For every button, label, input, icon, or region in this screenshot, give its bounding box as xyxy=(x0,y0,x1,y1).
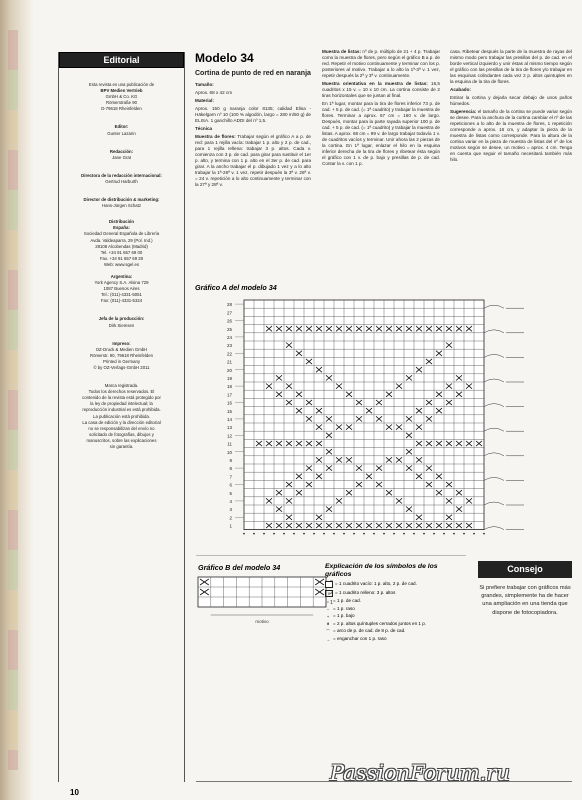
row-label: 2 xyxy=(330,590,333,596)
bottom-stitch xyxy=(483,533,485,535)
legend-row xyxy=(325,606,453,612)
staff-label: Editor: xyxy=(114,124,129,130)
row-label: 8 xyxy=(229,466,232,472)
edge-arc xyxy=(484,502,504,505)
bottom-stitch xyxy=(243,533,245,535)
legend-row xyxy=(325,590,453,597)
instruction-paragraph xyxy=(195,90,311,96)
legal-line: Todos los derechos reservados. El xyxy=(88,389,155,395)
legend-symbol: X xyxy=(325,590,333,597)
edge-arc xyxy=(484,477,504,480)
legend-row xyxy=(325,636,453,642)
bottom-stitch xyxy=(423,533,425,535)
legend-text: = 1 cuadrito relleno: 3 p. altos xyxy=(335,589,396,595)
legal-line: sin garantía. xyxy=(109,444,134,450)
legend-text: = enganchar con 1 p. raso xyxy=(333,635,387,641)
edge-arc xyxy=(484,354,504,357)
legal-notice xyxy=(62,383,181,450)
bottom-stitch xyxy=(353,533,355,535)
legend-text: = 2 p. altos quíntuples cerrados juntos en 1 p. xyxy=(333,620,427,626)
staff-value: Jane Grat xyxy=(112,154,131,160)
row-label: 9 xyxy=(229,457,232,463)
legend-symbol: ⋔ xyxy=(326,621,330,627)
page-number: 10 xyxy=(70,788,79,797)
production-value: Dirk Siemsen xyxy=(108,322,135,328)
row-label: 25 xyxy=(226,326,232,332)
production-block xyxy=(62,316,181,328)
instruction-paragraph xyxy=(322,101,440,167)
instruction-text: Estirar la cortina y dejarla secar debajo de unos paños húmedos. xyxy=(450,95,572,106)
row-label: 14 xyxy=(226,416,232,422)
bottom-stitch xyxy=(403,533,405,535)
staff-label: Redacción: xyxy=(109,148,134,154)
instruction-heading: Acabado: xyxy=(450,87,471,92)
legend-title: Explicación de los símbolos de los gráficos xyxy=(325,563,438,578)
row-label: 15 xyxy=(226,408,232,414)
row-label: 7 xyxy=(229,474,232,480)
edge-arc xyxy=(484,379,504,382)
instruction-paragraph xyxy=(450,87,572,93)
binding-colour-strip xyxy=(8,30,18,770)
instruction-text: En 1ª lugar, montar para la tira de flores inferior 73 p. de cad. + 5 p. de cad. (= 1ª cuadrito) y trabajar la muestra de flores. Terminar a aprox. 67 cm = 160 v. de largo. Después, montar para la parte rayada superior 100 p. de cad. + 5 p. de cad. (= 1ª cuadrito) y trabajar la muestra de listas. A aprox. 68 cm = 99 v. de largo trabajar todavía 1 v. de cuadritos vacíos y terminar. Unir ahora las 2 piezas de la cortina. En 1ª lugar, enlazar el hilo en la esquina inferior derecha de la tira de flores y ribetear ésta según el gráfico con 1 v. de p. bajo y presillas de p. de cad. Contar la v. con 1 p. xyxy=(322,101,440,166)
print-line: Römerstr. 90, 79618 Rheinfelden xyxy=(89,352,154,358)
bottom-stitch xyxy=(263,533,265,535)
instruction-heading: Muestra de flores: xyxy=(195,134,236,140)
instructions-column-3 xyxy=(450,49,572,165)
instruction-paragraph xyxy=(195,106,311,124)
row-label: 19 xyxy=(226,375,232,381)
distribution-line: York Agency S.A. Alsina 729 xyxy=(94,280,149,286)
row-label: 6 xyxy=(229,482,232,488)
instruction-paragraph xyxy=(450,109,572,163)
instruction-text: 16,5 cuadritos x 15 v. = 10 x 10 cm. La cortina consiste de 2 tiras horizontales que se juntan al final. xyxy=(322,81,440,98)
row-label: 12 xyxy=(226,433,232,439)
staff-value: Gunter Lazarin xyxy=(107,130,136,136)
distribution-argentina-lines xyxy=(62,280,181,304)
instruction-heading: Muestra de listas: xyxy=(322,49,362,54)
bottom-stitch xyxy=(323,533,325,535)
legal-line: solicitado de fotografías, dibujos y xyxy=(89,431,154,437)
country-argentina: Argentina: xyxy=(110,273,133,279)
publisher-line: GmbH & Co. KG xyxy=(105,94,138,100)
print-lines xyxy=(62,347,181,371)
legend-text: = arco de p. de cad. de 8 p. de cad. xyxy=(333,628,406,634)
chart-a-title: Gráfico A del modelo 34 xyxy=(195,283,277,292)
instruction-text: Aprox. 150 g naranja color 8135; calidad Elisa - Häkelgarn nº 10 (100 % algodón, largo = 280 m/50 g) de ELISA. 1 ganchillo ADDI del nº 1,5. xyxy=(195,106,311,124)
distribution-line: 1087 Buenos Aires xyxy=(103,286,140,292)
legend-row xyxy=(325,621,453,627)
legend-symbol: → xyxy=(326,636,330,642)
row-label: 4 xyxy=(229,498,232,504)
row-label: 1 xyxy=(229,523,232,529)
instruction-paragraph xyxy=(195,134,311,188)
edge-arc xyxy=(484,453,504,456)
legend-symbol xyxy=(325,581,333,588)
legend-text: = 1 cuadrito vacío: 1 p. alto, 2 p. de cad. xyxy=(335,581,417,587)
legend-text: = 1 p. de cad. xyxy=(333,598,361,603)
legal-line: no se responsabilizan del envío no xyxy=(88,425,155,431)
model-subtitle: Cortina de punto de red en naranja xyxy=(195,70,311,77)
legend-text: = 1 p. raso xyxy=(333,605,355,611)
print-line: Printed in Germany xyxy=(102,358,141,364)
instructions-column-1 xyxy=(195,70,311,190)
edge-arc xyxy=(484,305,504,308)
bottom-stitch xyxy=(373,533,375,535)
bottom-stitch xyxy=(453,533,455,535)
bottom-stitch xyxy=(253,533,255,535)
staff-value: Gertrud Harburth xyxy=(105,178,138,184)
print-label: Impreso: xyxy=(112,340,131,346)
production-label: Jefa de la producción: xyxy=(98,316,145,322)
print-line: © by OZ-Verlags-GmbH 2011 xyxy=(93,365,150,370)
row-label: 27 xyxy=(226,310,232,316)
bottom-stitch xyxy=(313,533,315,535)
row-label: 23 xyxy=(226,343,232,349)
model-title: Modelo 34 xyxy=(195,51,254,65)
instruction-paragraph xyxy=(450,49,572,85)
repeat-label: motivo xyxy=(255,619,269,624)
instruction-text: Aprox. 68 x 42 cm xyxy=(195,90,233,96)
tip-heading: Consejo xyxy=(478,561,572,578)
instruction-paragraph xyxy=(195,126,311,132)
row-label: 13 xyxy=(226,425,232,431)
publisher-line: BPV Medien Vertrieb xyxy=(100,88,143,94)
bottom-stitch xyxy=(443,533,445,535)
edge-arc xyxy=(484,330,504,333)
instruction-paragraph xyxy=(322,81,440,99)
row-label: 24 xyxy=(226,334,232,340)
legal-line: contenido de la revista está protegido por xyxy=(82,395,161,401)
print-block xyxy=(62,341,181,371)
bottom-stitch xyxy=(283,533,285,535)
row-label: 1 xyxy=(330,600,333,606)
page-binding-edge xyxy=(0,0,34,800)
instruction-heading: Tamaño: xyxy=(195,82,214,88)
bottom-stitch xyxy=(273,533,275,535)
symbol-legend xyxy=(325,563,453,644)
bottom-stitch xyxy=(473,533,475,535)
legend-items xyxy=(325,581,453,642)
publisher-line: D-79618 Rheinfelden xyxy=(101,106,142,112)
distribution-block xyxy=(62,219,181,304)
legal-line: La publicación está prohibida. xyxy=(93,413,150,419)
print-line: OZ-Druck & Medien GmbH xyxy=(95,346,148,352)
instruction-heading: Muestra orientativa en la muestra de listas: xyxy=(322,81,428,86)
instruction-paragraph xyxy=(195,82,311,88)
row-label: 10 xyxy=(226,449,232,455)
column-1-paragraphs xyxy=(195,82,311,188)
distribution-label: Distribución xyxy=(108,219,135,225)
instruction-heading: Material: xyxy=(195,98,214,104)
publisher-block xyxy=(62,82,181,112)
legend-text: = 1 p. bajo xyxy=(333,613,355,619)
distribution-line: Sociedad General Española de Librería xyxy=(83,231,160,237)
distribution-line: Tel. +34 91 657 69 00 xyxy=(100,249,143,255)
distribution-line: Avda. Valdeaparra, 29 (Pol. Ind.) xyxy=(90,237,153,243)
legend-symbol: • xyxy=(327,598,329,604)
row-label: 22 xyxy=(226,351,232,357)
country-spain: España: xyxy=(113,225,130,231)
staff-value: Hans-Jürgen Schatz xyxy=(102,203,141,209)
distribution-line: Fax. +34 91 657 69 28 xyxy=(99,255,144,261)
editorial-column xyxy=(58,52,185,782)
row-label: 17 xyxy=(226,392,232,398)
instruction-text: nº de p. múltiplo de 21 + 4 p. Trabajar como la muestra de flores, pero según el gráfico B a p. de red. Repetir el motivo continuamente y terminar con los p. posteriores al motivo. Trabajar a lo alto la 1ª-3ª v. 1 vez, repetir después la 2ª y 3ª v. continuamente. xyxy=(322,49,440,78)
bottom-stitch xyxy=(303,533,305,535)
staff-label: Director de distribución & marketing: xyxy=(83,197,160,203)
legend-row xyxy=(325,628,453,634)
row-label: 3 xyxy=(229,507,232,513)
instruction-paragraph xyxy=(322,49,440,79)
distribution-line: Tel.: (011)-4331-5051 xyxy=(101,292,142,298)
legend-row xyxy=(325,613,453,619)
legend-symbol: + xyxy=(326,613,330,619)
instructions-column-2 xyxy=(322,49,440,169)
staff-block xyxy=(62,124,181,209)
bottom-stitch xyxy=(413,533,415,535)
chart-b-grid xyxy=(198,575,333,627)
distribution-line: Web: www.sgel.es xyxy=(103,261,140,267)
bottom-stitch xyxy=(433,533,435,535)
instruction-heading: Técnica xyxy=(195,126,213,132)
row-label: 21 xyxy=(226,359,232,365)
instruction-text: el tamaño de la cortina se puede variar según se desee. Para la anchura de la cortina cambiar el nº de las repeticiones a lo alto de la muestra de flores, 1 repetición corresponde a aprox. 16 cm, y adaptar la pieza de la muestra de listas como corresponde. Para la altura de la cortina variar en la pieza de muestra de listas del nº de los motivos según se desee, un motivo = aprox. 4 cm. Tenga en cuenta que seguir el tamaño necesitará también más hilo. xyxy=(450,109,572,162)
edge-arc xyxy=(484,527,504,530)
edge-arc xyxy=(484,404,504,407)
chart-b-title: Gráfico B del modelo 34 xyxy=(198,563,281,572)
legal-line: la ley de propiedad intelectual; la xyxy=(90,401,153,407)
editorial-heading: Editorial xyxy=(59,52,184,68)
bottom-stitch xyxy=(363,533,365,535)
distribution-line: Fax: (011)-4331-5324 xyxy=(100,298,143,304)
distribution-spain-lines xyxy=(62,231,181,268)
staff-label: Directora de la redacción internacional: xyxy=(81,172,162,178)
row-label: 5 xyxy=(229,490,232,496)
chart-a-grid xyxy=(210,296,490,541)
instruction-heading: Sugerencia: xyxy=(450,109,477,114)
bottom-stitch xyxy=(293,533,295,535)
row-label: 18 xyxy=(226,384,232,390)
row-label: 26 xyxy=(226,318,232,324)
legend-row xyxy=(325,598,453,604)
row-label: 2 xyxy=(229,515,232,521)
bottom-stitch xyxy=(383,533,385,535)
legend-symbol: ⌒ xyxy=(326,628,330,634)
publisher-line: Esta revista es una publicación de xyxy=(88,82,155,87)
instruction-paragraph xyxy=(450,95,572,107)
publisher-line: Römerstraße 90 xyxy=(105,100,138,106)
bottom-stitch xyxy=(333,533,335,535)
legal-line: manuscritos, sobre las explicaciones xyxy=(86,437,157,443)
section-divider xyxy=(196,555,466,556)
bottom-stitch xyxy=(343,533,345,535)
tip-text: Si prefiere trabajar con gráficos más grandes, simplemente ha de hacer una ampliación en una tienda que dispone de fotocopiadora. xyxy=(479,585,571,616)
instruction-text: Trabajar según el gráfico A a p. de red: para 1 rejilla vacía: trabajar 1 p. alto y 2 p. de cad., para 1 rejilla rellena: trabajar 3 p. altos. Cada v. comienza con 3 p. de cad. para girar para sustituir el 1er p. alto, y termina con 1 p. alto en el 3er p. de cad. para girar. A la ancho trabajar el p. dibujado 1 vez y a lo alto trabajar la 1ª-26ª v. 1 vez, repetir después la 3ª v. 26ª v. = 24 v. repetición a lo alto continuamente y terminar con la 27ª y 28ª v. xyxy=(195,134,311,188)
bottom-stitch xyxy=(463,533,465,535)
watermark: PassionForum.ru xyxy=(330,761,510,785)
instruction-paragraph xyxy=(195,98,311,104)
legal-line: Marca registrada. xyxy=(104,383,139,389)
row-label: 11 xyxy=(227,441,232,447)
row-label: 20 xyxy=(226,367,232,373)
legend-row xyxy=(325,581,453,588)
edge-arc xyxy=(484,428,504,431)
row-label: 16 xyxy=(226,400,232,406)
legal-line: La casa de edición y la dirección editorial xyxy=(82,419,161,425)
distribution-line: 28108 Alcobendas (Madrid) xyxy=(95,243,148,249)
instruction-text: casa. Ribetear después la parte de la muestra de rayas del mismo modo pero trabajar las presillas del p. de cad. en el borde vertical izquierdo y unir éstas al mismo tiempo según el gráfico con las presillas de la tira de flores y/o trabajar en las esquinas colindantes cada vez 2 p. altos quintuples en la esquina de la tira de flores. xyxy=(450,49,572,84)
legend-symbol: – xyxy=(326,606,330,612)
row-label: 28 xyxy=(226,302,232,308)
legal-line: reproducción industrial es está prohibida. xyxy=(82,407,161,413)
bottom-stitch xyxy=(393,533,395,535)
